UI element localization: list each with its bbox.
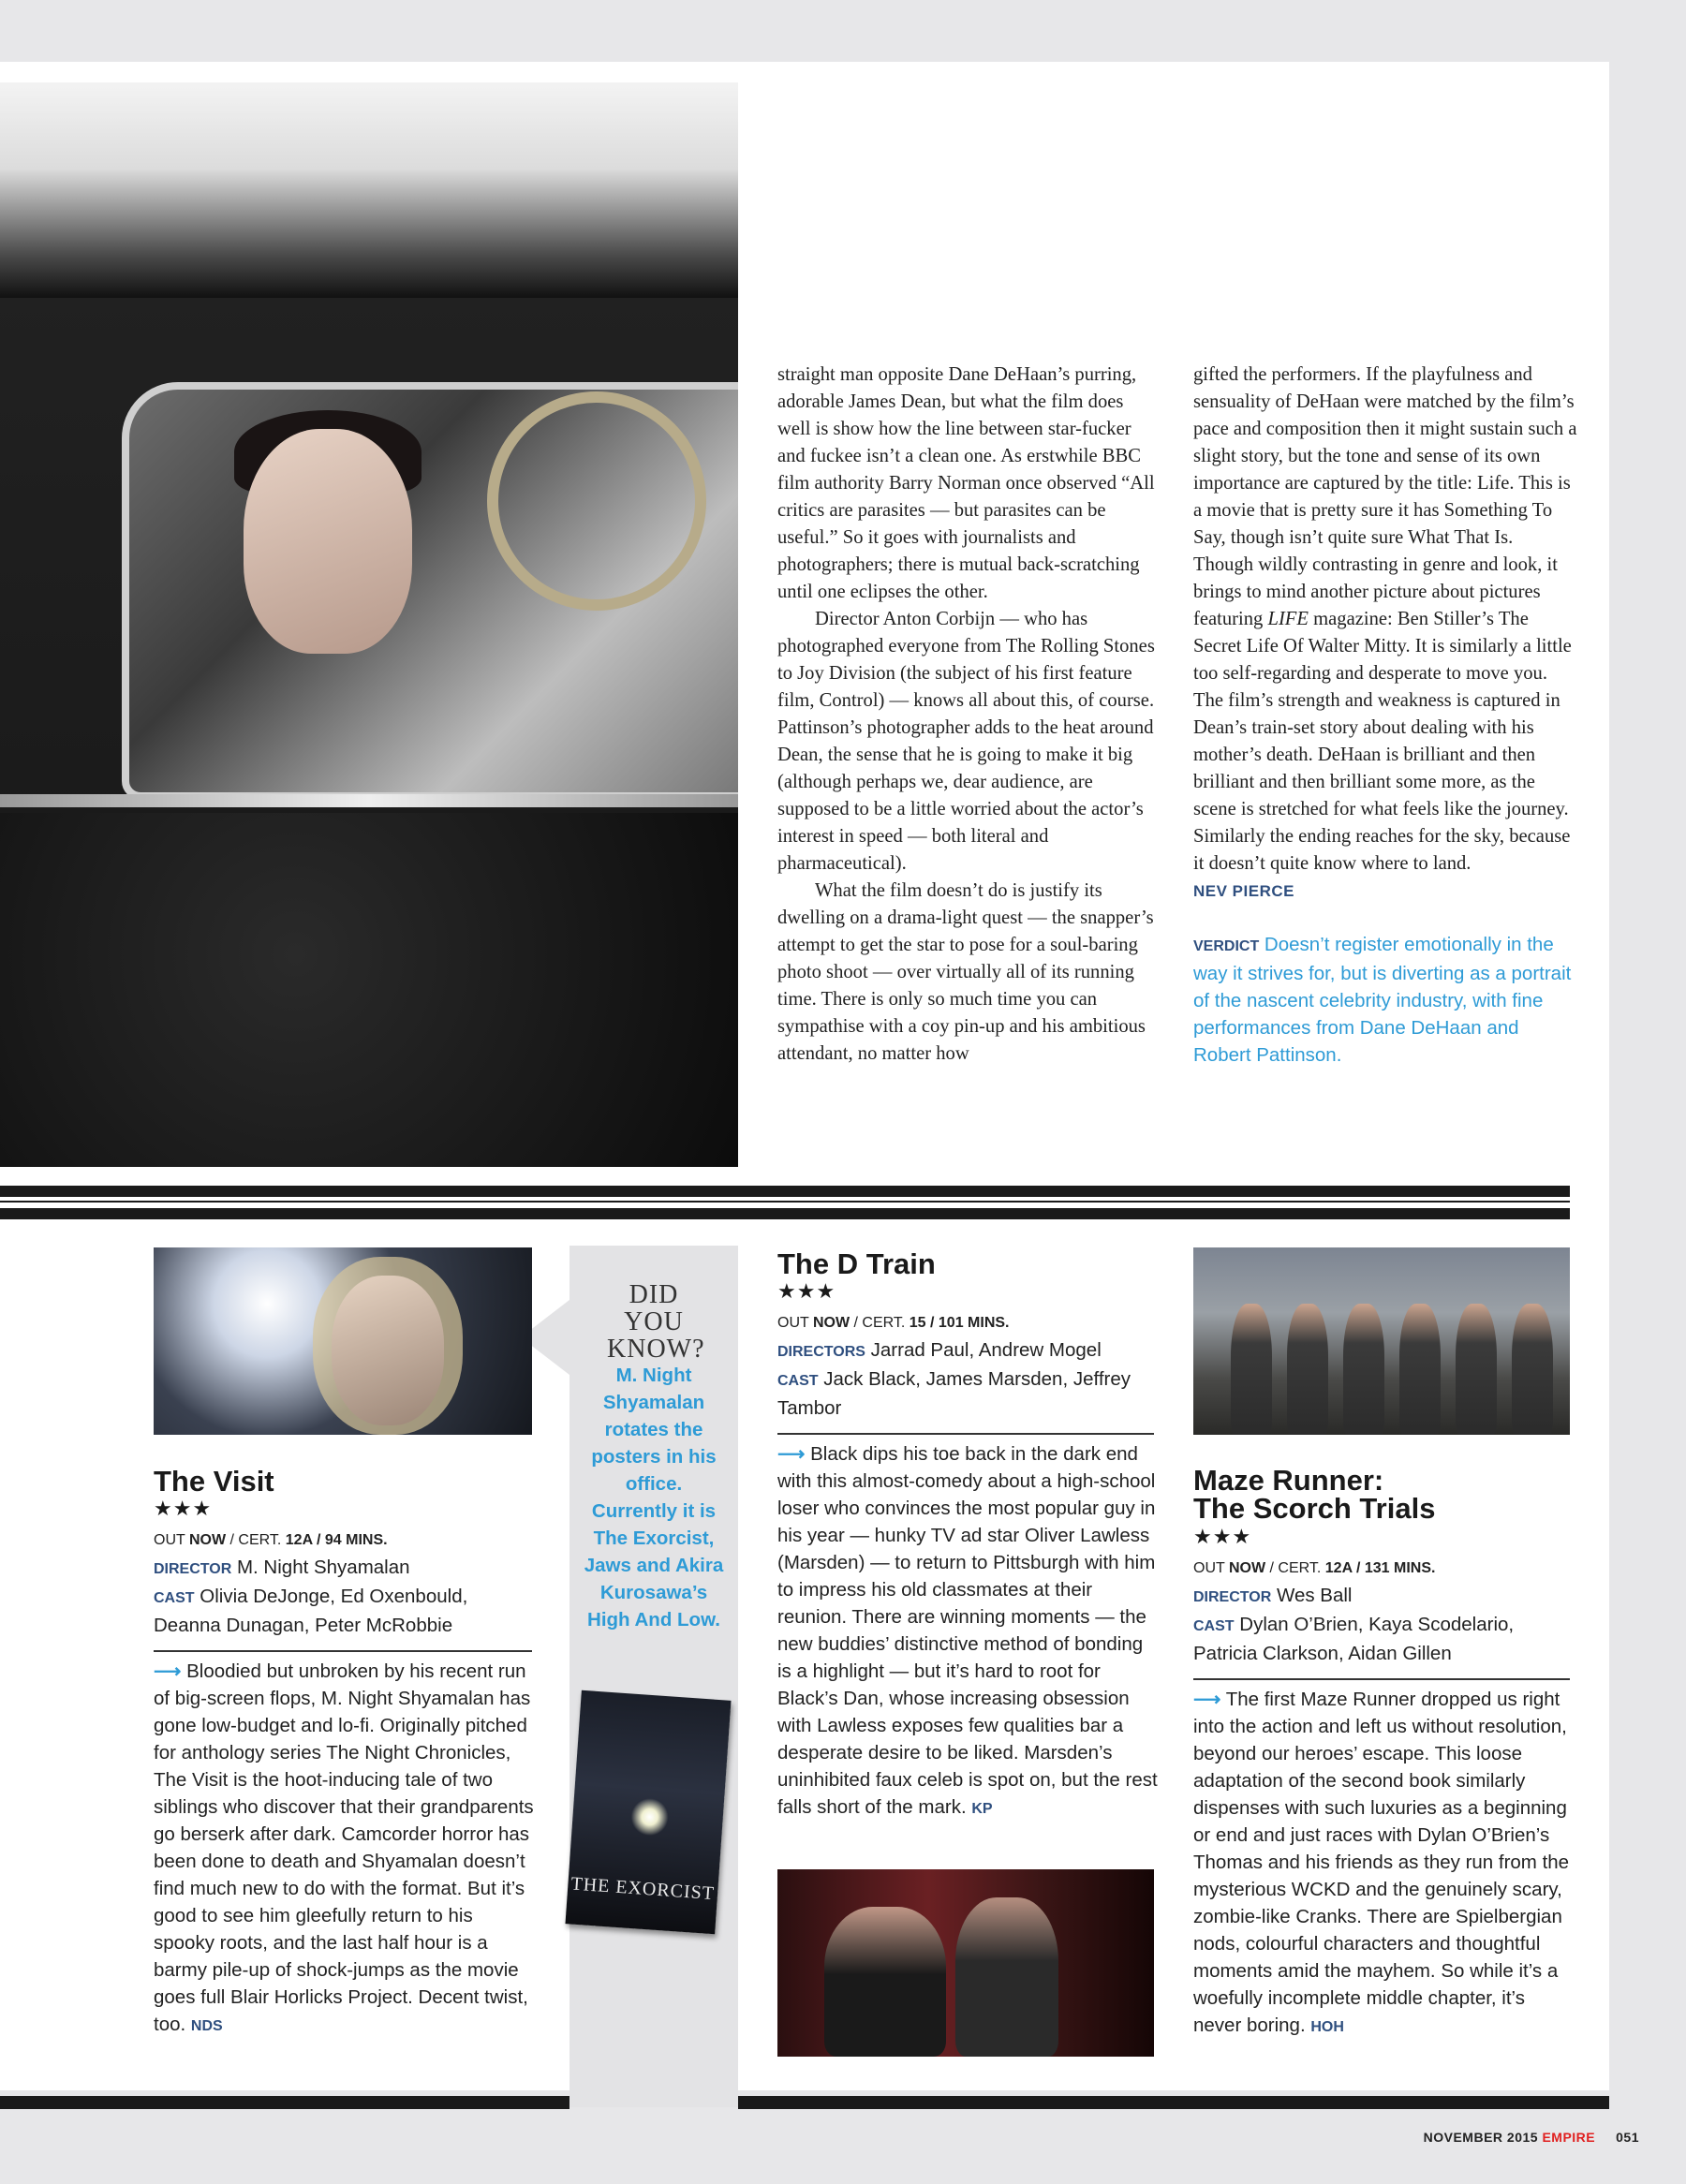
review-body — [777, 1440, 1161, 1822]
review-body — [154, 1658, 538, 2040]
runtime: / 131 MINS. — [1352, 1560, 1436, 1576]
steering-wheel — [487, 391, 706, 611]
review-title-line: The Scorch Trials — [1193, 1492, 1436, 1525]
review-meta — [154, 1525, 538, 1639]
review-text: Bloodied but unbroken by his recent run of big-screen flops, M. Night Shyamalan has gone low-budget and lo-fi. Originally pitched for anthology series The Night Chronicles, The Visit is the hoot-inducing tale of two siblings who discover that their grandparents go berserk after dark. Camcorder horror has been done to death and Shyamalan doesn’t find much new to do with the format. But it’s good to see him gleefully return to his spooky roots, and the last half hour is a barmy pile-up of shock-jumps as the movie goes full Blair Horlicks Project. Decent twist, too. — [154, 1660, 534, 2035]
review-text: Black dips his toe back in the dark end with this almost-comedy about a high-school loser who convinces the most popular guy in his year — hunky TV ad star Oliver Lawless (Marsden) — to return to Pittsburgh with him to impress his old classmates at their reunion. There are winning moments — the new buddies’ distinctive method of bonding is a highlight — but it’s hard to root for Black’s Dan, whose increasing obsession with Lawless exposes few qualities bar a desperate desire to be liked. Marsden’s uninhibited faux celeb is spot on, but the rest falls short of the mark. — [777, 1443, 1158, 1818]
director-name: Jarrad Paul, Andrew Mogel — [865, 1339, 1102, 1361]
verdict-label: VERDICT — [1193, 938, 1260, 954]
director-label: DIRECTOR — [154, 1561, 232, 1577]
cast-line — [1193, 1611, 1577, 1667]
review-meta — [1193, 1553, 1577, 1667]
arrow-icon: ⟶ — [1193, 1689, 1221, 1710]
review-title-line: Maze Runner: — [1193, 1464, 1384, 1497]
director-label: DIRECTOR — [1193, 1589, 1272, 1605]
release-info — [154, 1525, 538, 1554]
director-line — [777, 1336, 1161, 1365]
runtime: / 94 MINS. — [312, 1532, 388, 1548]
review-rule — [1193, 1678, 1570, 1680]
cert-value: 15 — [909, 1315, 926, 1331]
page-number: 051 — [1616, 2130, 1639, 2145]
cast-line — [154, 1583, 538, 1639]
exorcist-poster — [565, 1690, 731, 1935]
out-value: NOW — [188, 1532, 227, 1548]
review-body — [1193, 1686, 1577, 2041]
actor-figure — [1456, 1304, 1497, 1435]
reviewer-initials: KP — [971, 1801, 993, 1817]
review-meta — [777, 1307, 1161, 1422]
out-label: OUT — [154, 1532, 189, 1548]
review-paragraph: What the film doesn’t do is justify its dwelling on a drama-light quest — the snapper’s attempt to get the star to pose for a soul-baring photo shoot — over virtually all of its running time. There is only so much time you can sympathise with a coy pin-up and his ambitious attendant, no matter how — [777, 880, 1154, 1064]
actor-figure — [1399, 1304, 1441, 1435]
review-rule — [154, 1650, 532, 1652]
the-d-train-still — [777, 1869, 1154, 2057]
review-column-2 — [1193, 362, 1577, 1069]
cert-label: / CERT. — [226, 1532, 286, 1548]
review-paragraph: Director Anton Corbijn — who has photographed everyone from The Rolling Stones to Joy Division (the subject of his first feature film, Control) — knows all about this, of course. Pattinson’s photographer adds to the heat around Dean, the sense that he is going to make it big (although perhaps we, dear audience, are supposed to be a little worried about the actor’s interest in speed — both literal and pharmaceutical). — [777, 609, 1155, 874]
poster-title: THE EXORCIST — [569, 1873, 716, 1905]
runtime: / 101 MINS. — [925, 1315, 1010, 1331]
actor-figure — [1512, 1304, 1553, 1435]
review-rule — [777, 1433, 1154, 1435]
arrow-icon: ⟶ — [777, 1443, 806, 1465]
issue-date: NOVEMBER 2015 — [1423, 2130, 1543, 2145]
director-line — [1193, 1582, 1577, 1611]
star-rating: ★★★ — [154, 1497, 213, 1520]
did-you-know-heading: DID YOU KNOW? — [607, 1280, 705, 1364]
actor-figure — [1343, 1304, 1384, 1435]
chrome-trim — [0, 794, 738, 807]
director-name: M. Night Shyamalan — [231, 1557, 410, 1578]
actor-figure — [1231, 1304, 1272, 1435]
actress-face — [332, 1276, 444, 1425]
star-rating: ★★★ — [1193, 1525, 1252, 1548]
did-you-know-title — [569, 1281, 738, 1363]
bottom-rule — [738, 2096, 1609, 2109]
cert-label: / CERT. — [1265, 1560, 1325, 1576]
actor-figure — [1287, 1304, 1328, 1435]
review-text: magazine: Ben Stiller’s The Secret Life Of Walter Mitty. It is similarly a little too self-regarding and desperate to move you. The film’s strength and weakness is captured in Dean’s train-set story about dealing with his mother’s death. DeHaan is brilliant and then brilliant and then brilliant some more, as the scene is stretched for what feels like the journey. Similarly the ending reaches for the sky, because it doesn’t quite know where to land. — [1193, 609, 1572, 874]
magazine-brand: EMPIRE — [1542, 2130, 1596, 2145]
review-title — [1193, 1464, 1436, 1525]
release-info — [1193, 1553, 1577, 1582]
did-you-know-body: M. Night Shyamalan rotates the posters in his office. Currently it is The Exorcist, Jaws and Akira Kurosawa’s High And Low. — [584, 1365, 724, 1631]
cert-value: 12A — [1324, 1560, 1353, 1576]
review-paragraph: straight man opposite Dane DeHaan’s purring, adorable James Dean, but what the film does well is show how the line between star-fucker and fuckee isn’t a clean one. As erstwhile BBC film authority Barry Norman once observed “All critics are parasites — but parasites can be useful.” So it goes with journalists and photographers; there is mutual back-scratching until one eclipses the other. — [777, 364, 1155, 602]
verdict-text: Doesn’t register emotionally in the way it strives for, but is diverting as a portrait of the nascent celebrity industry, with fine performances from Dane DeHaan and Robert Pattinson. — [1193, 934, 1572, 1066]
maze-runner-still — [1193, 1247, 1570, 1435]
page-footer — [1424, 2130, 1639, 2145]
cast-names: Jack Black, James Marsden, Jeffrey Tambor — [777, 1368, 1131, 1419]
reviewer-initials: HOH — [1310, 2019, 1344, 2035]
section-divider — [0, 1186, 1570, 1197]
director-name: Wes Ball — [1271, 1585, 1353, 1606]
cert-label: / CERT. — [850, 1315, 910, 1331]
bottom-rule — [0, 2096, 569, 2109]
release-info — [777, 1307, 1161, 1336]
review-paragraph — [1193, 362, 1577, 878]
out-value: NOW — [812, 1315, 850, 1331]
cast-label: CAST — [777, 1373, 819, 1389]
car-body — [0, 813, 738, 1167]
cast-names: Dylan O’Brien, Kaya Scodelario, Patricia Clarkson, Aidan Gillen — [1193, 1614, 1515, 1664]
actor-face — [244, 429, 412, 654]
actor-figure — [955, 1897, 1058, 2057]
out-label: OUT — [1193, 1560, 1229, 1576]
rain-roof — [0, 82, 738, 298]
review-text: gifted the performers. If the playfulness and sensuality of DeHaan were matched by the film’s pace and composition then it might sustain such a slight story, but the tone and sense of its own importance are captured by the title: Life. This is a movie that is pretty sure it has Something To Say, though isn’t quite sure What That Is. Though wildly contrasting in genre and look, it brings to mind another picture about pictures featuring — [1193, 364, 1577, 629]
hero-photo — [0, 82, 738, 1167]
life-magazine-title: LIFE — [1267, 609, 1309, 629]
director-line — [154, 1554, 538, 1583]
review-title: The Visit — [154, 1465, 274, 1498]
section-divider — [0, 1208, 1570, 1219]
director-label: DIRECTORS — [777, 1344, 865, 1360]
the-visit-still — [154, 1247, 532, 1435]
star-rating: ★★★ — [777, 1279, 836, 1303]
cast-names: Olivia DeJonge, Ed Oxenbould, Deanna Dunagan, Peter McRobbie — [154, 1586, 468, 1636]
reviewer-credit: NEV PIERCE — [1193, 882, 1294, 900]
review-text: The first Maze Runner dropped us right into the action and left us without resolution, beyond our heroes’ escape. This loose adaptation of the second book similarly dispenses with such luxuries as a beginning or end and just races with Dylan O’Brien’s Thomas and his friends as they run from the mysterious WCKD and the genuinely scary, zombie-like Cranks. There are Spielbergian nods, colourful characters and thoughtful moments amid the mayhem. So while it’s a woefully incomplete middle chapter, it’s never boring. — [1193, 1689, 1570, 2036]
review-title: The D Train — [777, 1247, 936, 1280]
cast-label: CAST — [154, 1590, 195, 1606]
review-column-1 — [777, 362, 1161, 1068]
streetlamp-glow — [629, 1797, 670, 1837]
section-divider — [0, 1201, 1570, 1203]
cast-line — [777, 1365, 1161, 1422]
actor-figure — [824, 1907, 946, 2057]
reviewer-initials: NDS — [190, 2018, 223, 2034]
out-label: OUT — [777, 1315, 813, 1331]
cert-value: 12A — [285, 1532, 313, 1548]
verdict — [1193, 931, 1577, 1069]
cast-label: CAST — [1193, 1618, 1235, 1634]
out-value: NOW — [1228, 1560, 1266, 1576]
arrow-icon: ⟶ — [154, 1660, 182, 1682]
